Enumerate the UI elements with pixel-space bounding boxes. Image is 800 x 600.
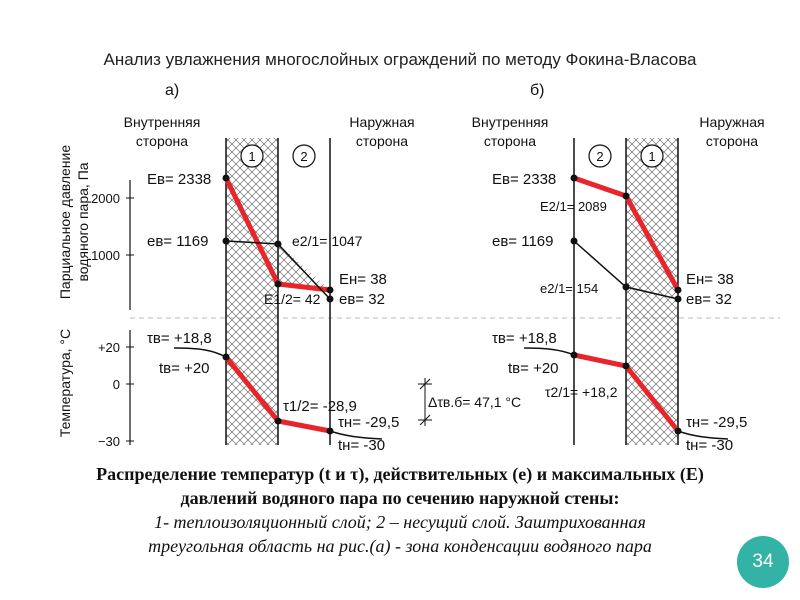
caption-line-3: 1- теплоизоляционный слой; 2 – несущий слой. Заштрихованная: [154, 512, 646, 532]
panel-b-E21-label: E2/1= 2089: [540, 199, 607, 214]
panel-a-eH-label: eв= 32: [339, 291, 385, 308]
panel-b-inner-side-1: Внутренняя: [471, 114, 549, 130]
panel-b-outer-side-1: Наружная: [699, 114, 765, 130]
tick-label-minus30: −30: [97, 434, 120, 449]
panel-a-e21-label: e2/1= 1047: [292, 233, 363, 249]
panel-b-inner-side-2: сторона: [483, 133, 537, 149]
delta-tau-label: Δτв.б= 47,1 °С: [428, 394, 522, 410]
panel-b-tauH-label: τн= -29,5: [686, 414, 748, 431]
panel-b-e21-label: e2/1= 154: [540, 281, 599, 296]
panel-a-E12-label: E1/2= 42: [264, 291, 321, 307]
panel-a-ev-label: eв= 1169: [147, 233, 209, 250]
panel-b-EH-label: Eн= 38: [686, 271, 734, 288]
panel-b-point-E21: [623, 193, 630, 200]
tick-label-plus20: +20: [97, 340, 120, 355]
panel-a-point-Ev: [223, 175, 230, 182]
panel-b-label: б): [530, 82, 545, 99]
panel-a-point-tauH: [327, 428, 334, 435]
panel-b-point-e21: [623, 284, 630, 291]
panel-a-point-E12: [275, 281, 282, 288]
panel-a-tauB-label: τв= +18,8: [147, 330, 212, 347]
panel-b-point-tauH: [675, 428, 682, 435]
panel-a-point-tau12: [275, 418, 282, 425]
caption-line-4: треугольная область на рис.(а) - зона конденсации водяного пара: [148, 536, 652, 556]
panel-a-air-temp-inner: [174, 348, 226, 357]
panel-a-layer-2-number: 2: [300, 149, 308, 164]
axis-label-pressure-1: Парциальное давление: [57, 144, 73, 300]
panel-b-outer-side-2: сторона: [705, 133, 759, 149]
caption-line-1: Распределение температур (t и τ), действительных (e) и максимальных (E): [96, 464, 704, 484]
axis-label-pressure-2: водяного пара, Па: [75, 162, 91, 282]
panel-b-tB-label: tв= +20: [508, 360, 559, 377]
slide-title: Анализ увлажнения многослойных ограждений по методу Фокина-Власова: [103, 50, 697, 69]
panel-a-point-tauB: [223, 354, 230, 361]
tick-label-2000: 2000: [91, 191, 120, 206]
panel-a-point-ev: [223, 238, 230, 245]
panel-a-tH-label: tн= -30: [338, 437, 386, 454]
tick-label-1000: 1000: [91, 248, 120, 263]
slide-number-badge: 34: [737, 536, 789, 588]
panel-b-tauB-label: τв= +18,8: [492, 330, 557, 347]
panel-a-point-eH: [327, 296, 334, 303]
axis-label-temperature: Температура, °С: [57, 328, 73, 438]
panel-a-inner-side-1: Внутренняя: [123, 114, 201, 130]
panel-b-layer-1-number: 1: [648, 149, 656, 164]
panel-b-eH-label: eв= 32: [686, 291, 732, 308]
panel-a-point-e21: [275, 241, 282, 248]
panel-a-tB-label: tв= +20: [159, 360, 210, 377]
panel-b-point-Ev: [571, 175, 578, 182]
panel-a-outer-side-2: сторона: [355, 133, 409, 149]
panel-a-label: а): [165, 82, 180, 99]
panel-a-inner-side-2: сторона: [135, 133, 189, 149]
panel-b-ev-label: eв= 1169: [492, 233, 554, 250]
panel-b-point-ev: [571, 238, 578, 245]
panel-a-outer-side-1: Наружная: [349, 114, 415, 130]
panel-b-tH-label: tн= -30: [686, 437, 734, 454]
panel-b-point-EH: [675, 287, 682, 294]
tick-label-0: 0: [112, 377, 120, 392]
panel-a-layer-1-number: 1: [248, 149, 256, 164]
panel-b-Ev-label: Eв= 2338: [492, 171, 557, 188]
panel-b-point-tauB: [571, 352, 578, 359]
panel-a-Ev-label: Eв= 2338: [147, 171, 212, 188]
panel-a-point-EH: [327, 287, 334, 294]
panel-b-layer-2-number: 2: [596, 149, 604, 164]
slide-caption: [20, 462, 780, 558]
panel-b-point-eH: [675, 296, 682, 303]
panel-b-tau21-label: τ2/1= +18,2: [545, 384, 618, 400]
panel-b-point-tau21: [623, 363, 630, 370]
panel-a-tauH-label: τн= -29,5: [338, 414, 400, 431]
panel-a-tau12-label: τ1/2= -28,9: [283, 398, 357, 415]
panel-a-EH-label: Eн= 38: [339, 271, 387, 288]
caption-line-2: давлений водяного пара по сечению наружной стены:: [180, 488, 620, 508]
panel-b-air-temp-inner: [524, 348, 574, 355]
